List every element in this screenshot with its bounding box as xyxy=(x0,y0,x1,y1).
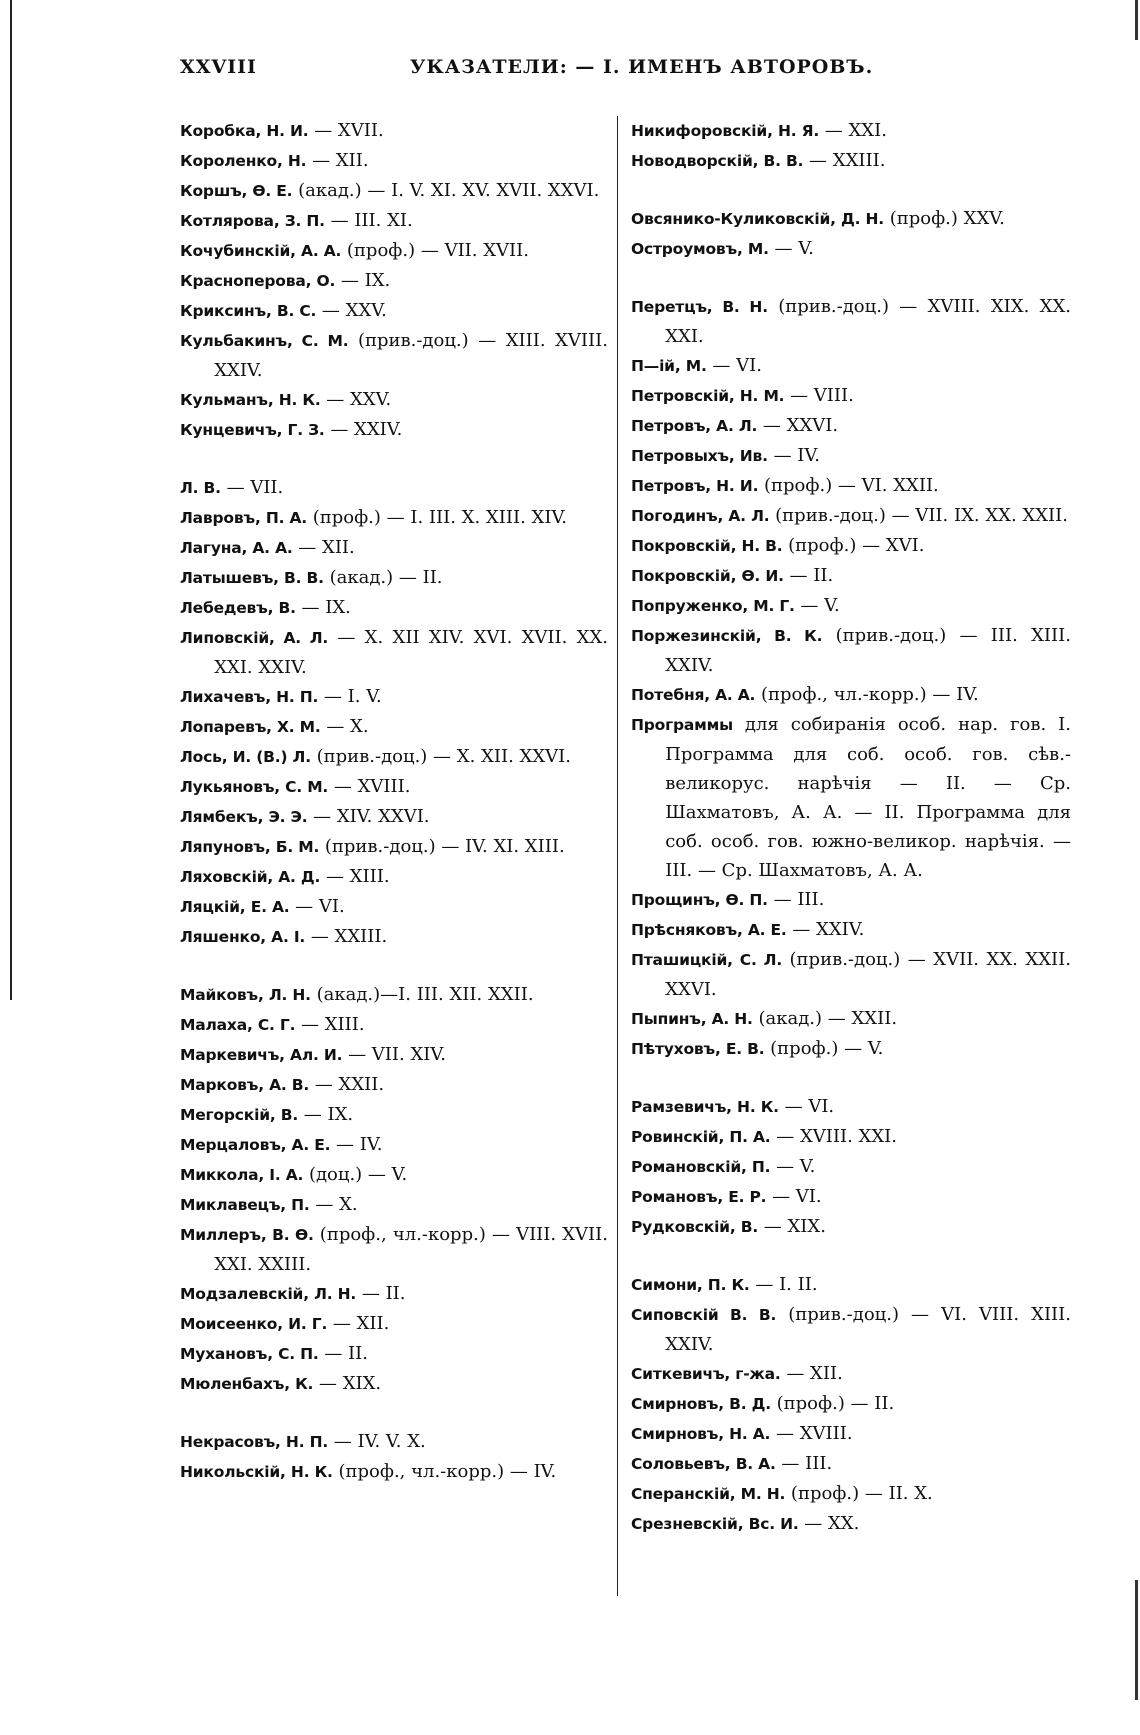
volume-references: (акад.) — XXII. xyxy=(752,1008,898,1029)
index-entry xyxy=(631,381,1071,411)
page-binding-edge xyxy=(10,0,12,1000)
volume-references: — V. xyxy=(768,238,814,259)
index-entry xyxy=(180,922,608,952)
volume-references: (проф.) — VI. XXII. xyxy=(758,475,939,496)
author-name: Котлярова, З. П. xyxy=(180,212,325,230)
author-name: Погодинъ, А. Л. xyxy=(631,507,770,525)
volume-references: — VI. xyxy=(778,1096,835,1117)
index-entry xyxy=(631,411,1071,441)
page-number: XXVIII xyxy=(180,56,257,78)
volume-references: — IV. V. X. xyxy=(328,1431,426,1452)
author-name: Моисеенко, И. Г. xyxy=(180,1315,328,1333)
index-entry xyxy=(631,710,1071,885)
author-name: Петровъ, Н. И. xyxy=(631,477,759,495)
volume-references: для собиранія особ. нар. гов. I. Программа для соб. особ. гов. сѣв.-великорус. нарѣчія — II. — Ср. Шахматовъ, А. А. — II. Программа для соб. особ. гов. южно-великор. нарѣчія. — III. — Ср. Шахматовъ, А. А. xyxy=(665,714,1071,881)
volume-references: — X. xyxy=(309,1194,358,1215)
volume-references: (акад.)—I. III. XII. XXII. xyxy=(310,984,534,1005)
index-entry xyxy=(631,531,1071,561)
index-entry xyxy=(180,116,608,146)
author-name: Перетцъ, В. Н. xyxy=(631,298,768,316)
index-entry xyxy=(180,1010,608,1040)
author-name: Кульбакинъ, С. М. xyxy=(180,332,349,350)
author-name: Лавровъ, П. А. xyxy=(180,509,307,527)
author-name: Коршъ, Ѳ. Е. xyxy=(180,182,293,200)
index-entry xyxy=(631,234,1071,264)
author-name: Сиповскій В. В. xyxy=(631,1306,777,1324)
index-entry xyxy=(180,1070,608,1100)
index-letter-group xyxy=(631,292,1071,1064)
index-entry xyxy=(631,1449,1071,1479)
volume-references: — XII. xyxy=(780,1363,843,1384)
volume-references: — XXI. xyxy=(819,120,887,141)
author-name: Л. В. xyxy=(180,479,221,497)
author-name: Лукьяновъ, С. М. xyxy=(180,778,329,796)
index-letter-group xyxy=(631,116,1071,176)
volume-references: — XII. xyxy=(306,150,369,171)
author-name: Лихачевъ, Н. П. xyxy=(180,688,319,706)
index-letter-group xyxy=(180,116,608,445)
author-name: Некрасовъ, Н. П. xyxy=(180,1433,329,1451)
index-entry xyxy=(180,1369,608,1399)
author-name: Маркевичъ, Ал. И. xyxy=(180,1046,343,1064)
index-entry xyxy=(180,1427,608,1457)
volume-references: — IV. xyxy=(767,445,820,466)
page-edge-mark-top xyxy=(1135,0,1138,40)
volume-references: — XXIII. xyxy=(803,150,886,171)
index-entry xyxy=(180,802,608,832)
volume-references: (прив.-доц.) — VII. IX. XX. XXII. xyxy=(769,505,1068,526)
volume-references: — XXIV. xyxy=(786,919,865,940)
volume-references: (прив.-доц.) — XVIII. XIX. XX. XXI. xyxy=(665,296,1071,347)
author-name: Мюленбахъ, К. xyxy=(180,1375,314,1393)
volume-references: — XVIII. XXI. xyxy=(770,1126,897,1147)
author-name: Попруженко, М. Г. xyxy=(631,597,795,615)
index-entry xyxy=(180,1279,608,1309)
index-entry xyxy=(180,980,608,1010)
index-entry xyxy=(631,1212,1071,1242)
author-name: Лопаревъ, Х. М. xyxy=(180,718,321,736)
index-entry xyxy=(180,862,608,892)
author-name: Симони, П. К. xyxy=(631,1276,750,1294)
index-entry xyxy=(631,1300,1071,1359)
volume-references: (проф., чл.-корр.) — VIII. XVII. XXI. XXIII. xyxy=(214,1224,608,1275)
author-name: Пташицкій, С. Л. xyxy=(631,951,783,969)
index-entry xyxy=(180,533,608,563)
author-name: Кунцевичъ, Г. З. xyxy=(180,421,325,439)
volume-references: — X. XII XIV. XVI. XVII. XX. XXI. XXIV. xyxy=(214,627,608,678)
author-name: Лямбекъ, Э. Э. xyxy=(180,808,308,826)
author-name: Ляпуновъ, Б. М. xyxy=(180,838,320,856)
volume-references: — XIII. xyxy=(295,1014,365,1035)
author-name: Миклавецъ, П. xyxy=(180,1196,310,1214)
index-entry xyxy=(631,561,1071,591)
volume-references: — I. II. xyxy=(749,1274,818,1295)
index-entry xyxy=(180,415,608,445)
author-name: Мухановъ, С. П. xyxy=(180,1345,319,1363)
author-name: Потебня, А. А. xyxy=(631,686,756,704)
index-entry xyxy=(180,593,608,623)
index-entry xyxy=(180,1309,608,1339)
author-name: Никольскій, Н. К. xyxy=(180,1463,333,1481)
author-name: Кульманъ, Н. К. xyxy=(180,391,321,409)
volume-references: — IX. xyxy=(298,1104,354,1125)
author-name: Смирновъ, В. Д. xyxy=(631,1395,771,1413)
volume-references: — IX. xyxy=(295,597,351,618)
author-name: Остроумовъ, М. xyxy=(631,240,769,258)
volume-references: — II. xyxy=(783,565,834,586)
volume-references: — VII. xyxy=(220,477,284,498)
volume-references: — XXIII. xyxy=(305,926,388,947)
index-entry xyxy=(631,441,1071,471)
author-name: Майковъ, Л. Н. xyxy=(180,986,311,1004)
index-entry xyxy=(180,712,608,742)
volume-references: (прив.-доц.) — III. XIII. XXIV. xyxy=(665,625,1071,676)
index-entry xyxy=(180,682,608,712)
author-name: Лебедевъ, В. xyxy=(180,599,296,617)
volume-references: — XXV. xyxy=(316,300,387,321)
index-entry xyxy=(180,1160,608,1190)
index-entry xyxy=(180,503,608,533)
author-name: Прощинъ, Ѳ. П. xyxy=(631,891,768,909)
author-name: Программы xyxy=(631,716,733,734)
index-entry xyxy=(180,473,608,503)
author-name: Ляшенко, А. І. xyxy=(180,928,306,946)
index-entry xyxy=(180,623,608,682)
index-entry xyxy=(180,1339,608,1369)
volume-references: (прив.-доц.) — X. XII. XXVI. xyxy=(310,746,571,767)
index-entry xyxy=(631,1034,1071,1064)
volume-references: (акад.) — I. V. XI. XV. XVII. XXVI. xyxy=(292,180,600,201)
author-name: Ляцкій, Е. А. xyxy=(180,898,290,916)
author-name: Рудковскій, В. xyxy=(631,1218,759,1236)
index-entry xyxy=(180,1130,608,1160)
author-name: Криксинъ, В. С. xyxy=(180,302,317,320)
volume-references: (проф.) — VII. XVII. xyxy=(341,240,529,261)
volume-references: — VIII. xyxy=(784,385,854,406)
author-name: Рамзевичъ, Н. К. xyxy=(631,1098,779,1116)
author-name: Ляховскій, А. Д. xyxy=(180,868,321,886)
author-name: Новодворскій, В. В. xyxy=(631,152,804,170)
author-name: Овсянико-Куликовскій, Д. Н. xyxy=(631,210,884,228)
page-edge-mark-bottom xyxy=(1135,1580,1138,1700)
author-name: Лось, И. (В.) Л. xyxy=(180,748,311,766)
volume-references: — III. xyxy=(775,1453,833,1474)
index-letter-group xyxy=(631,204,1071,264)
author-name: П—ій, М. xyxy=(631,357,707,375)
volume-references: — V. xyxy=(794,595,840,616)
author-name: Романовскій, П. xyxy=(631,1158,771,1176)
volume-references: — II. xyxy=(356,1283,406,1304)
author-name: Соловьевъ, В. А. xyxy=(631,1455,776,1473)
volume-references: — III. XI. xyxy=(324,210,413,231)
volume-references: — XVIII. xyxy=(770,1423,853,1444)
author-name: Поржезинскій, В. К. xyxy=(631,627,823,645)
volume-references: — VI. xyxy=(289,896,345,917)
index-entry xyxy=(180,206,608,236)
author-name: Покровскій, Н. В. xyxy=(631,537,783,555)
author-name: Срезневскій, Вс. И. xyxy=(631,1515,799,1533)
author-name: Короленко, Н. xyxy=(180,152,307,170)
index-entry xyxy=(631,146,1071,176)
index-entry xyxy=(180,176,608,206)
index-entry xyxy=(631,1004,1071,1034)
index-entry xyxy=(631,1152,1071,1182)
index-entry xyxy=(631,351,1071,381)
author-name: Ровинскій, П. А. xyxy=(631,1128,771,1146)
volume-references: — XXV. xyxy=(320,389,392,410)
index-letter-group xyxy=(631,1270,1071,1539)
index-entry xyxy=(180,146,608,176)
volume-references: — XIX. xyxy=(758,1216,826,1237)
index-entry xyxy=(631,885,1071,915)
volume-references: — XIV. XXVI. xyxy=(307,806,430,827)
index-entry xyxy=(180,266,608,296)
volume-references: — XII. xyxy=(327,1313,390,1334)
index-entry xyxy=(631,680,1071,710)
volume-references: — V. xyxy=(770,1156,816,1177)
index-entry xyxy=(631,292,1071,351)
index-entry xyxy=(180,326,608,385)
author-name: Липовскій, А. Л. xyxy=(180,629,329,647)
author-name: Малаха, С. Г. xyxy=(180,1016,296,1034)
volume-references: (проф.) — II. X. xyxy=(785,1483,933,1504)
index-entry xyxy=(631,591,1071,621)
index-letter-group xyxy=(180,473,608,952)
author-name: Мерцаловъ, А. Е. xyxy=(180,1136,331,1154)
author-name: Покровскій, Ѳ. И. xyxy=(631,567,784,585)
index-entry xyxy=(631,1479,1071,1509)
volume-references: (доц.) — V. xyxy=(303,1164,408,1185)
author-name: Ситкевичъ, г-жа. xyxy=(631,1365,781,1383)
volume-references: (проф.) — XVI. xyxy=(782,535,925,556)
volume-references: — I. V. xyxy=(318,686,382,707)
volume-references: — III. xyxy=(767,889,825,910)
index-entry xyxy=(180,742,608,772)
author-name: Петровскій, Н. М. xyxy=(631,387,785,405)
volume-references: (проф., чл.-корр.) — IV. xyxy=(332,1461,557,1482)
index-letter-group xyxy=(180,980,608,1399)
volume-references: — XII. xyxy=(292,537,355,558)
author-name: Марковъ, А. В. xyxy=(180,1076,310,1094)
volume-references: (проф.) — II. xyxy=(770,1393,895,1414)
index-entry xyxy=(180,892,608,922)
index-entry xyxy=(631,501,1071,531)
author-name: Пѣтуховъ, Е. В. xyxy=(631,1040,765,1058)
index-entry xyxy=(180,1100,608,1130)
volume-references: (проф.) — I. III. X. XIII. XIV. xyxy=(306,507,568,528)
index-entry xyxy=(180,385,608,415)
author-name: Кочубинскій, А. А. xyxy=(180,242,342,260)
index-entry xyxy=(631,116,1071,146)
index-entry xyxy=(631,1509,1071,1539)
volume-references: — IX. xyxy=(335,270,391,291)
volume-references: — VI. xyxy=(766,1186,822,1207)
index-entry xyxy=(631,471,1071,501)
volume-references: — XX. xyxy=(798,1513,860,1534)
author-name: Смирновъ, Н. А. xyxy=(631,1425,771,1443)
volume-references: (прив.-доц.) — VI. VIII. XIII. XXIV. xyxy=(665,1304,1072,1355)
volume-references: — IV. xyxy=(330,1134,383,1155)
author-name: Петровъ, А. Л. xyxy=(631,417,758,435)
index-entry xyxy=(180,1190,608,1220)
volume-references: — XVII. xyxy=(308,120,384,141)
index-entry xyxy=(631,204,1071,234)
index-entry xyxy=(631,1122,1071,1152)
author-name: Прѣсняковъ, А. Е. xyxy=(631,921,787,939)
page-header xyxy=(180,56,880,86)
index-entry xyxy=(631,1359,1071,1389)
volume-references: — VI. xyxy=(706,355,762,376)
index-entry xyxy=(180,296,608,326)
volume-references: — XIX. xyxy=(313,1373,382,1394)
volume-references: (проф.) — V. xyxy=(764,1038,884,1059)
author-name: Красноперова, О. xyxy=(180,272,336,290)
volume-references: (проф.) XXV. xyxy=(883,208,1005,229)
author-name: Сперанскій, М. Н. xyxy=(631,1485,786,1503)
column-divider xyxy=(617,116,618,1596)
index-entry xyxy=(180,832,608,862)
index-column-right xyxy=(631,116,1071,1567)
index-entry xyxy=(631,1389,1071,1419)
index-column-left xyxy=(180,116,608,1515)
author-name: Миллеръ, В. Ѳ. xyxy=(180,1226,314,1244)
index-entry xyxy=(631,1270,1071,1300)
index-entry xyxy=(180,563,608,593)
volume-references: — XXVI. xyxy=(757,415,839,436)
author-name: Латышевъ, В. В. xyxy=(180,569,324,587)
index-letter-group xyxy=(180,1427,608,1487)
author-name: Пыпинъ, А. Н. xyxy=(631,1010,753,1028)
index-entry xyxy=(180,1220,608,1279)
volume-references: (проф., чл.-корр.) — IV. xyxy=(755,684,979,705)
author-name: Модзалевскій, Л. Н. xyxy=(180,1285,357,1303)
volume-references: (прив.-доц.) — XIII. XVIII. XXIV. xyxy=(214,330,608,381)
volume-references: — XXII. xyxy=(309,1074,385,1095)
index-entry xyxy=(631,945,1071,1004)
volume-references: — XXIV. xyxy=(324,419,403,440)
author-name: Коробка, Н. И. xyxy=(180,122,309,140)
index-entry xyxy=(631,621,1071,680)
volume-references: — XIII. xyxy=(320,866,390,887)
author-name: Миккола, І. А. xyxy=(180,1166,304,1184)
index-entry xyxy=(631,1419,1071,1449)
index-entry xyxy=(631,1182,1071,1212)
volume-references: — VII. XIV. xyxy=(342,1044,446,1065)
index-entry xyxy=(631,915,1071,945)
author-name: Лагуна, А. А. xyxy=(180,539,293,557)
volume-references: — X. xyxy=(320,716,369,737)
index-entry xyxy=(180,1040,608,1070)
author-name: Мегорскій, В. xyxy=(180,1106,299,1124)
volume-references: (акад.) — II. xyxy=(323,567,443,588)
author-name: Романовъ, Е. Р. xyxy=(631,1188,767,1206)
author-name: Никифоровскій, Н. Я. xyxy=(631,122,820,140)
page-title: УКАЗАТЕЛИ: — I. ИМЕНЪ АВТОРОВЪ. xyxy=(410,56,874,78)
author-name: Петровыхъ, Ив. xyxy=(631,447,768,465)
index-entry xyxy=(180,1457,608,1487)
volume-references: (прив.-доц.) — IV. XI. XIII. xyxy=(319,836,565,857)
volume-references: (прив.-доц.) — XVII. XX. XXII. XXVI. xyxy=(665,949,1071,1000)
volume-references: — II. xyxy=(318,1343,368,1364)
index-entry xyxy=(180,236,608,266)
index-entry xyxy=(180,772,608,802)
index-letter-group xyxy=(631,1092,1071,1242)
volume-references: — XVIII. xyxy=(328,776,411,797)
index-entry xyxy=(631,1092,1071,1122)
